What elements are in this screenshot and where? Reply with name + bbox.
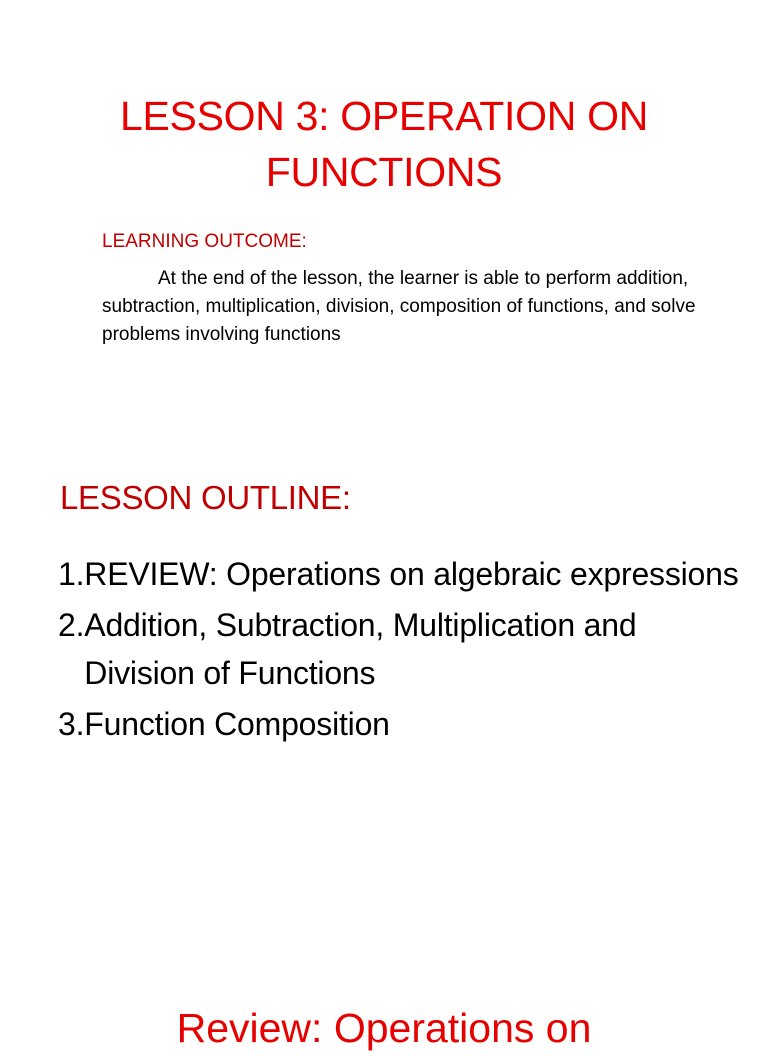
outline-item-text: Addition, Subtraction, Multiplication and Division of Functions [84, 607, 637, 691]
lesson-outline-list [58, 550, 748, 751]
slide-lesson-title [0, 0, 768, 412]
outline-item [58, 601, 748, 697]
lesson-title-line-2: FUNCTIONS [265, 149, 503, 195]
learning-outcome-text: At the end of the lesson, the learner is able to perform addition, subtraction, multiplication, division, composition of functions, and solve problems involving functions [102, 268, 696, 345]
outline-item [58, 700, 748, 748]
outline-item-number: 3. [58, 706, 85, 742]
outline-item-number: 1. [58, 556, 85, 592]
slide-lesson-outline [0, 412, 768, 924]
outline-item-number: 2. [58, 607, 85, 643]
outline-item [58, 550, 748, 598]
learning-outcome-label: LEARNING OUTCOME: [102, 231, 307, 252]
slide-review-partial [0, 924, 768, 1051]
outline-item-text: REVIEW: Operations on algebraic expressions [84, 556, 739, 592]
review-title: Review: Operations on [176, 1005, 592, 1051]
outline-item-text: Function Composition [84, 706, 390, 742]
lesson-title [40, 88, 728, 200]
lesson-outline-heading: LESSON OUTLINE: [60, 479, 351, 516]
lesson-title-line-1: LESSON 3: OPERATION ON [119, 93, 649, 139]
